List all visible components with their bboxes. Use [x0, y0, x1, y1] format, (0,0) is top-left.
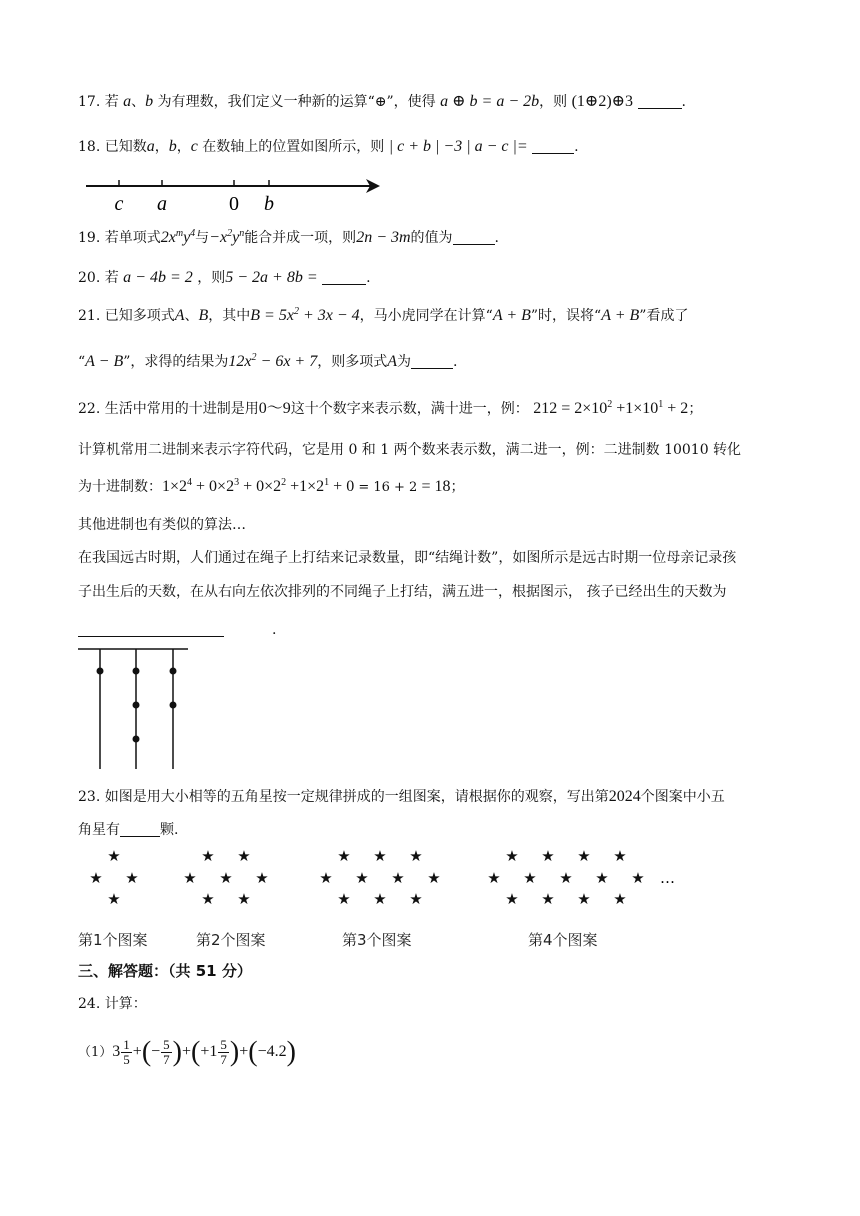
answer-blank: [322, 270, 366, 285]
star-icon: ★: [125, 869, 139, 887]
question-17: 17. 若 a、b 为有理数，我们定义一种新的运算“⊕”，使得 a ⊕ b = a − 2b，则 (1⊕2)⊕3 .: [78, 93, 686, 110]
knotted-ropes-figure: [78, 647, 190, 771]
knot-2-2: [133, 702, 140, 709]
star-icon: ★: [183, 869, 197, 887]
question-19: 19. 若单项式$2x^my^4$与$-x^2y^n$能合并成一项，则2n − 3m的值为 .: [78, 228, 499, 246]
monomial-2: $-x^2y^n$: [209, 228, 245, 246]
star-icon: ★: [559, 869, 573, 887]
star-icon: ★: [237, 847, 251, 865]
caption-pattern-3: 第3个图案: [342, 931, 412, 949]
caption-pattern-2: 第2个图案: [196, 931, 266, 949]
star-icon: ★: [201, 847, 215, 865]
knot-3-1: [170, 668, 177, 675]
question-23-line-2: 角星有 颗.: [78, 822, 179, 838]
knot-2-3: [133, 736, 140, 743]
label-zero: 0: [229, 193, 239, 215]
star-icon: ★: [613, 847, 627, 865]
question-21-line-1: 21. 已知多项式A、B，其中$B = 5x^2 + 3x - 4$，马小虎同学在计算“A + B”时，误将“A + B”看成了: [78, 306, 689, 324]
question-22-line-1: 22. 生活中常用的十进制是用0～9这十个数字来表示数，满十进一，例： $212 = 2\times 10^2 +1\times 10^1 + 2$；: [78, 399, 703, 417]
question-22-line-6: 子出生后的天数，在从右向左依次排列的不同绳子上打结，满五进一，根据图示， 孩子已经出生的天数为: [78, 584, 727, 600]
label-c: c: [114, 193, 124, 215]
question-22-line-3: 为十进制数：$1\times 2^4 + 0\times 2^3 + 0\times 2^2 +1\times 2^1 + 0 = 16 + 2 = 18$；: [78, 477, 465, 495]
star-icon: ★: [355, 869, 369, 887]
knot-2-1: [133, 668, 140, 675]
section-heading: 三、解答题：（共 51 分）: [78, 962, 252, 980]
question-21-line-2: “A − B”，求得的结果为$12x^2 - 6x + 7$，则多项式A为 .: [78, 352, 458, 370]
star-icon: ★: [337, 890, 351, 908]
q17-expression: (1⊕2)⊕3: [571, 93, 634, 110]
knot-1-1: [97, 668, 104, 675]
question-23-line-1: 23. 如图是用大小相等的五角星按一定规律拼成的一组图案，请根据你的观察，写出第2024个图案中小五: [78, 788, 725, 805]
answer-blank: [120, 822, 160, 837]
answer-blank: [411, 354, 453, 369]
q17-operation-definition: a ⊕ b = a − 2b: [440, 93, 540, 110]
question-22-line-4: 其他进制也有类似的算法…: [78, 517, 246, 533]
knot-3-2: [170, 702, 177, 709]
star-icon: ★: [427, 869, 441, 887]
star-icon: ★: [219, 869, 233, 887]
star-icon: ★: [373, 847, 387, 865]
question-24-part-1: （1）3 $\frac{1}{5}$ +(− $\frac{5}{7}$ )+(+1 $\frac{5}{7}$ )+(−4.2): [78, 1036, 296, 1068]
star-icon: ★: [487, 869, 501, 887]
answer-blank: [532, 139, 574, 154]
question-18: 18. 已知数a，b，c 在数轴上的位置如图所示，则 | c + b | −3 | a − c |= .: [78, 138, 579, 155]
question-22-line-5: 在我国远古时期，人们通过在绳子上打结来记录数量，即“结绳计数”，如图所示是远古时期一位母亲记录孩: [78, 550, 737, 566]
star-icon: ★: [107, 847, 121, 865]
answer-blank: [453, 230, 495, 245]
answer-blank: [78, 622, 224, 637]
label-a: a: [157, 193, 167, 215]
star-icon: ★: [409, 847, 423, 865]
star-icon: ★: [237, 890, 251, 908]
star-icon: ★: [337, 847, 351, 865]
number-line-figure: [86, 176, 386, 216]
star-icon: ★: [577, 890, 591, 908]
star-icon: ★: [89, 869, 103, 887]
star-icon: ★: [541, 890, 555, 908]
label-b: b: [264, 193, 274, 215]
star-icon: ★: [505, 890, 519, 908]
question-20: 20. 若 a − 4b = 2 ，则5 − 2a + 8b = .: [78, 269, 371, 286]
question-24: 24. 计算：: [78, 996, 147, 1012]
q17-number: 17.: [78, 94, 101, 110]
q18-expression: | c + b | −3 | a − c |=: [388, 138, 528, 155]
star-icon: ★: [409, 890, 423, 908]
star-icon: ★: [201, 890, 215, 908]
star-icon: ★: [107, 890, 121, 908]
answer-blank: [638, 94, 682, 109]
star-icon: ★: [255, 869, 269, 887]
star-icon: ★: [595, 869, 609, 887]
star-icon: ★: [373, 890, 387, 908]
caption-pattern-1: 第1个图案: [78, 931, 148, 949]
star-icon: ★: [631, 869, 645, 887]
monomial-1: $2x^my^4$: [160, 228, 196, 246]
star-icon: ★: [523, 869, 537, 887]
question-22-line-2: 计算机常用二进制来表示字符代码，它是用 0 和 1 两个数来表示数，满二进一，例：二进制数 10010 转化: [78, 442, 742, 458]
ellipsis: …: [660, 869, 675, 887]
star-icon: ★: [541, 847, 555, 865]
star-patterns-figure: [80, 846, 700, 916]
star-icon: ★: [577, 847, 591, 865]
caption-pattern-4: 第4个图案: [528, 931, 598, 949]
question-22-line-7: .: [78, 620, 276, 640]
star-icon: ★: [505, 847, 519, 865]
star-icon: ★: [391, 869, 405, 887]
star-icon: ★: [319, 869, 333, 887]
star-icon: ★: [613, 890, 627, 908]
